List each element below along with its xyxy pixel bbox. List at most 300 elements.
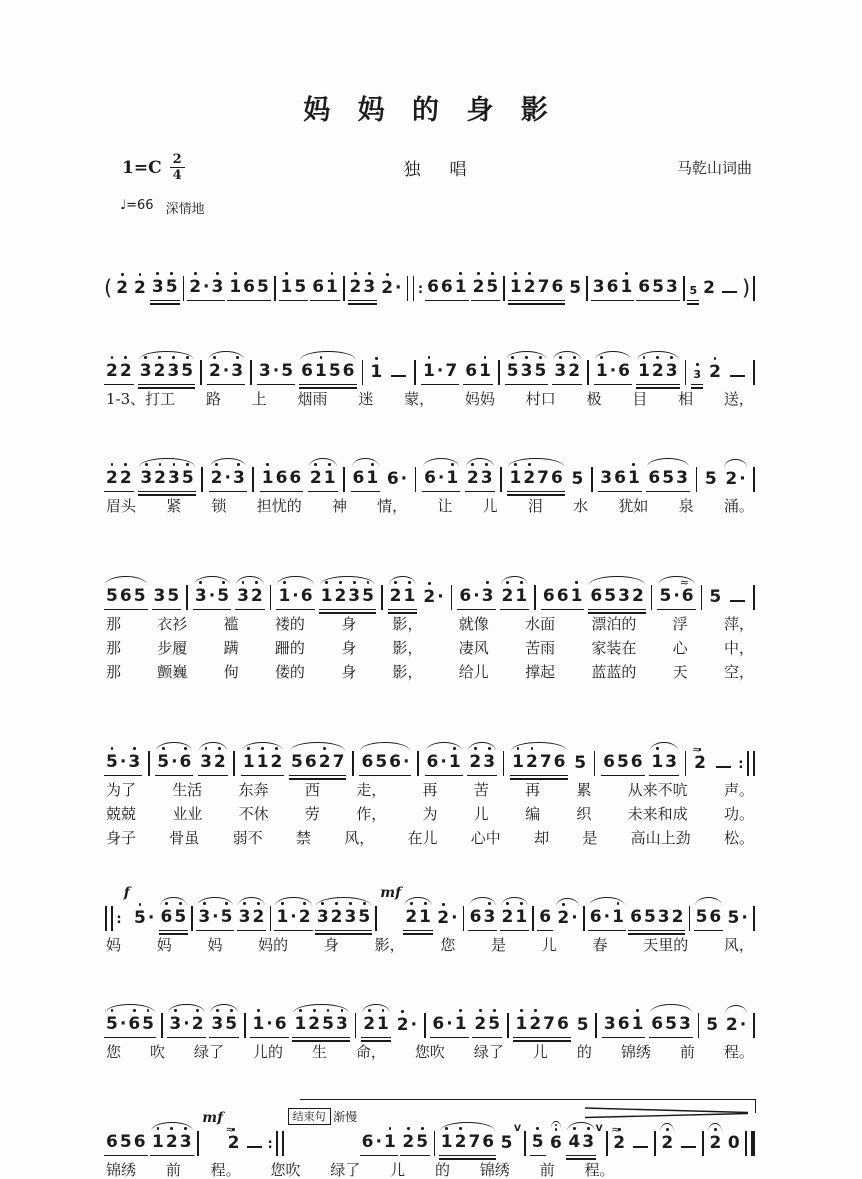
note-group [132, 897, 156, 931]
octave-dot-icon [257, 1009, 260, 1012]
barline [250, 360, 252, 385]
note: 5 [616, 752, 629, 772]
note: 6 [551, 277, 564, 297]
octave-dot-icon [165, 902, 168, 905]
note: 0 [727, 1133, 740, 1153]
note: 1 [277, 587, 291, 606]
note-group [537, 896, 553, 931]
lyric-syllable: 再 [525, 781, 541, 799]
barline [587, 360, 589, 385]
note: 6 [160, 908, 174, 927]
octave-dot-icon [632, 463, 635, 466]
lyric-syllable: 身 [323, 936, 339, 954]
note: 3 [258, 361, 271, 381]
lyric-syllable: 锦绣 [106, 1161, 137, 1179]
octave-dot-icon [234, 272, 237, 275]
note: 2 [725, 469, 738, 489]
system-5 [104, 719, 756, 847]
note: 2 [380, 279, 394, 298]
note-group [104, 1003, 156, 1038]
note: 2 [472, 278, 486, 297]
note-group [628, 896, 685, 931]
note: 7 [445, 361, 458, 381]
dynamic-marking: f [123, 885, 130, 901]
note: 5 [106, 586, 118, 606]
augmentation-dot: · [212, 907, 219, 927]
repeat-dots: : [267, 1137, 273, 1152]
octave-dot-icon [313, 1009, 316, 1012]
breath-mark: V [514, 1124, 521, 1134]
octave-dot-icon [111, 747, 114, 750]
note: 2 [119, 362, 133, 381]
barline [586, 276, 588, 301]
note: 3 [600, 468, 613, 488]
note: 2 [708, 363, 722, 382]
augmentation-dot: · [473, 586, 480, 606]
barline [424, 1013, 426, 1038]
note-group [566, 1121, 596, 1156]
barline [381, 585, 383, 610]
octave-dot-icon [243, 902, 246, 905]
note: 6 [127, 1015, 141, 1034]
note: 5 [500, 1133, 513, 1153]
note: 1 [440, 1133, 454, 1152]
octave-dot-icon [636, 1009, 639, 1012]
note-group [319, 575, 376, 610]
lyric-syllable: 目 [632, 390, 648, 408]
note-group [552, 350, 582, 385]
note: 2 [362, 1015, 376, 1034]
barline [503, 276, 505, 301]
note: 2 [208, 362, 222, 381]
note: 2 [270, 753, 284, 772]
octave-dot-icon [285, 272, 288, 275]
lyric-syllable: 风， [344, 829, 375, 847]
note: 6 [469, 907, 482, 927]
lyric-syllable: 您吹 [414, 1043, 445, 1061]
lyric-syllable: 空， [723, 663, 754, 681]
note: 2 [466, 469, 480, 488]
note: 6 [440, 277, 453, 297]
note: 1 [422, 362, 436, 381]
note: 6 [630, 907, 642, 927]
lyric-syllable: 妈 [156, 936, 172, 954]
note-group [472, 1003, 502, 1038]
lyric-syllable: 萍， [723, 615, 754, 633]
note: 6 [614, 468, 626, 488]
augmentation-dot: · [609, 361, 617, 381]
lyric-syllable: 犹如 [618, 497, 649, 515]
note: 5 [156, 753, 170, 772]
octave-dot-icon [111, 356, 114, 359]
octave-dot-icon [147, 1009, 150, 1012]
lyric-syllable: 却 [534, 829, 550, 847]
note: 2 [396, 1016, 410, 1035]
note-group [289, 741, 346, 776]
lyric-syllable: 让 [437, 497, 453, 515]
note: 6 [304, 752, 317, 772]
octave-dot-icon [479, 1009, 482, 1012]
note-group [114, 267, 130, 301]
octave-dot-icon [170, 272, 173, 275]
note: 5 [361, 587, 375, 606]
barline [594, 751, 596, 776]
lyric-syllable: 走， [356, 781, 387, 799]
note: 1 [261, 469, 275, 488]
note: 5 [167, 586, 180, 606]
note: 3 [238, 908, 252, 927]
octave-dot-icon [321, 902, 324, 905]
note: 2 [188, 278, 202, 297]
octave-dot-icon [451, 463, 454, 466]
lyric-syllable: 涌。 [723, 497, 754, 515]
notes-row [104, 328, 756, 385]
octave-dot-icon [314, 463, 317, 466]
augmentation-dot: · [171, 752, 178, 772]
performance-type: 独 唱 [403, 160, 473, 180]
lyric-syllable: 身 [341, 615, 357, 633]
note: 3 [194, 587, 208, 606]
note-group [468, 896, 498, 931]
note-group [260, 457, 304, 492]
note: 3 [657, 907, 670, 927]
augmentation-dot: · [451, 908, 458, 928]
note: 5 [328, 361, 341, 381]
note-group [457, 575, 495, 610]
augmentation-dot: · [440, 752, 447, 772]
note: 7 [539, 752, 552, 772]
octave-dot-icon [139, 273, 142, 276]
barline [105, 906, 107, 931]
note: 6 [606, 277, 619, 297]
lyric-syllable: 水面 [525, 615, 556, 633]
note-group [513, 1003, 570, 1038]
lyrics-row-3 [104, 830, 756, 847]
note-group [274, 896, 312, 931]
octave-dot-icon [354, 272, 357, 275]
note-group [403, 896, 433, 931]
octave-dot-icon [382, 1009, 385, 1012]
lyric-syllable: 影， [392, 639, 423, 657]
lyric-syllable: 儿 [532, 1043, 548, 1061]
octave-dot-icon [520, 1009, 523, 1012]
lyric-syllable: 送， [723, 390, 754, 408]
note-group [636, 350, 680, 385]
lyric-syllable: 儿的 [252, 1043, 283, 1061]
lyric-syllable: 在儿 [407, 829, 438, 847]
note: 1 [448, 753, 462, 772]
note: 6 [424, 468, 436, 488]
octave-dot-icon [124, 463, 127, 466]
note-group [250, 1003, 288, 1038]
octave-dot-icon [491, 272, 494, 275]
lyric-syllable: 漂泊的 [591, 615, 637, 633]
note: 2 [631, 586, 644, 606]
barline [507, 1013, 509, 1038]
octave-dot-icon [517, 747, 520, 750]
lyric-syllable: 作， [356, 805, 387, 823]
note-group [430, 1003, 468, 1038]
note: 6 [539, 907, 552, 927]
decrescendo-hairpin [585, 1104, 750, 1123]
notes-row [104, 981, 756, 1038]
note: 6 [617, 1014, 630, 1034]
time-signature-numerator: 2 [170, 153, 185, 168]
lyric-syllable: 为 [422, 805, 438, 823]
barline [685, 360, 687, 385]
note: 5 [689, 284, 698, 297]
note-group [703, 458, 719, 492]
octave-dot-icon [528, 463, 531, 466]
lyric-syllable: 家装在 [591, 639, 637, 657]
note: 6 [589, 907, 602, 927]
key-time-signature [122, 153, 284, 182]
lyrics-row-1 [104, 391, 756, 408]
note-group [421, 350, 459, 385]
lyric-syllable: 不休 [238, 805, 269, 823]
lyric-syllable: 偻的 [274, 663, 305, 681]
lyric-syllable: 那 [106, 615, 122, 633]
note: 3 [139, 469, 153, 488]
note: 3 [153, 586, 166, 606]
note: 3 [127, 753, 141, 772]
note-group [299, 350, 356, 385]
octave-dot-icon [445, 1127, 448, 1130]
note: 6 [603, 752, 615, 772]
note-group [530, 1121, 546, 1156]
barline [651, 585, 653, 610]
lyric-syllable: 声。 [723, 781, 754, 799]
octave-dot-icon [205, 747, 208, 750]
augmentation-dot: · [395, 278, 402, 298]
note: 3 [167, 469, 181, 488]
note: 1 [511, 753, 525, 772]
note-group [104, 575, 148, 610]
note: 2 [501, 587, 515, 606]
note-group [724, 1004, 748, 1038]
octave-dot-icon [485, 463, 488, 466]
octave-dot-icon [225, 902, 228, 905]
note: 1 [383, 1133, 397, 1152]
note: 2 [298, 908, 312, 927]
note-group [465, 457, 495, 492]
octave-dot-icon [506, 581, 509, 584]
octave-dot-icon [216, 1009, 219, 1012]
lyric-syllable: 给儿 [458, 663, 489, 681]
octave-dot-icon [341, 1009, 344, 1012]
notes-row [104, 435, 756, 492]
lyric-syllable: 儿 [473, 805, 489, 823]
note: 1 [369, 363, 383, 382]
note: 5 [704, 469, 717, 489]
note-group [422, 457, 460, 492]
barline [753, 1013, 755, 1038]
note: 6 [389, 752, 401, 772]
octave-dot-icon [442, 903, 445, 906]
note: 1 [293, 1015, 307, 1034]
lyric-syllable: 儿 [482, 497, 498, 515]
note-group [400, 1121, 430, 1156]
octave-dot-icon [303, 902, 306, 905]
note-group [241, 741, 285, 776]
barline [413, 276, 415, 301]
note-group [385, 458, 409, 492]
barline [532, 906, 534, 931]
octave-dot-icon [459, 1009, 462, 1012]
note: 6 [133, 1132, 146, 1152]
octave-dot-icon [486, 581, 489, 584]
augmentation-dot: · [410, 1015, 418, 1035]
note: 3 [168, 1015, 182, 1034]
note: 2 [318, 753, 332, 772]
note: 1 [256, 753, 270, 772]
barline [274, 276, 276, 301]
note: 1 [365, 469, 379, 488]
note: 3 [230, 362, 244, 381]
lyric-syllable: 您吹 [270, 1161, 301, 1179]
octave-dot-icon [196, 1009, 199, 1012]
note-group [152, 575, 182, 610]
lyric-syllable: 锦绣 [479, 1161, 510, 1179]
note: 5 [574, 753, 587, 773]
octave-dot-icon [401, 1010, 404, 1013]
note: 1 [627, 469, 641, 488]
octave-dot-icon [514, 463, 517, 466]
octave-dot-icon [218, 747, 221, 750]
note: 2 [115, 279, 129, 298]
note: 2 [105, 469, 119, 488]
barline [352, 751, 354, 776]
lyric-syllable: 那 [106, 663, 122, 681]
note: 2 [401, 1133, 415, 1152]
note: 7 [537, 277, 550, 297]
lyrics-row-3 [104, 664, 756, 681]
note: 1 [251, 1015, 265, 1034]
note-group [575, 1004, 591, 1038]
note-group [694, 896, 724, 931]
repeat-dots: : [417, 282, 424, 297]
lyric-syllable: 绿了 [473, 1043, 504, 1061]
note: 1 [280, 278, 294, 297]
octave-dot-icon [328, 463, 331, 466]
note: 5 [375, 752, 388, 772]
trill-icon: ≈ [225, 1123, 234, 1136]
note: 3 [236, 587, 250, 606]
octave-dot-icon [643, 356, 646, 359]
note: 2 [250, 587, 264, 606]
note: 2 [422, 588, 436, 607]
octave-dot-icon [331, 272, 334, 275]
note-group [725, 897, 749, 931]
lyric-syllable: 上 [251, 390, 267, 408]
octave-dot-icon [394, 581, 397, 584]
time-signature [170, 153, 185, 182]
note: 7 [543, 1014, 555, 1034]
barline [753, 906, 755, 931]
note: 6 [549, 1134, 563, 1153]
octave-dot-icon [299, 1009, 302, 1012]
note: 5 [173, 908, 187, 927]
note: 3 [692, 368, 702, 381]
barline [696, 467, 698, 492]
note: 3 [603, 1014, 616, 1034]
note: 2 [454, 1133, 468, 1152]
lyrics-row-2 [104, 806, 756, 823]
duration-dash [247, 1146, 262, 1148]
duration-dash [391, 375, 406, 377]
octave-dot-icon [363, 902, 366, 905]
note: 4 [567, 1133, 581, 1152]
note-group [279, 266, 309, 301]
note: 5 [652, 277, 664, 297]
octave-dot-icon [124, 356, 127, 359]
note: 1 [508, 469, 522, 488]
augmentation-dot: · [119, 752, 127, 772]
duration-dash [716, 766, 731, 768]
lyric-syllable: 妈妈 [464, 390, 495, 408]
note: 3 [344, 908, 358, 927]
note-group [588, 896, 626, 931]
note-group [594, 350, 632, 385]
note: 5 [576, 1015, 589, 1035]
lyric-syllable: 泪 [527, 497, 543, 515]
lyrics-row-1 [104, 616, 756, 633]
repeat-end [268, 1131, 286, 1156]
lyric-syllable: 生 [311, 1043, 327, 1061]
lyric-syllable: 从来不吭 [627, 781, 688, 799]
lyric-syllable: 禁 [295, 829, 311, 847]
note: 2 [708, 1134, 722, 1153]
note: 6 [179, 753, 193, 772]
note: 5 [257, 277, 269, 297]
note-group [567, 267, 583, 301]
lyric-syllable: 衣衫 [157, 615, 188, 633]
note: 2 [567, 362, 581, 381]
barline [451, 585, 453, 610]
note-group [276, 575, 314, 610]
lyric-syllable: 锦绣 [620, 1043, 651, 1061]
barline [186, 585, 188, 610]
lyric-syllable: 中， [723, 639, 754, 657]
note-group [435, 897, 459, 931]
barline [595, 1013, 597, 1038]
note: 3 [481, 587, 495, 606]
duration-dash [681, 1146, 696, 1148]
lyric-syllable: 生活 [172, 781, 203, 799]
octave-dot-icon [459, 1127, 462, 1130]
lyric-syllable: 身 [341, 639, 357, 657]
octave-dot-icon [368, 272, 371, 275]
note-group [636, 266, 680, 301]
barline [197, 1131, 199, 1156]
note: 3 [347, 587, 361, 606]
note-group [649, 741, 679, 776]
octave-dot-icon [121, 273, 124, 276]
note-group [257, 350, 295, 385]
barline [414, 360, 416, 385]
octave-dot-icon [625, 272, 628, 275]
note: 5 [662, 468, 675, 488]
augmentation-dot: · [290, 907, 297, 927]
note: 2 [105, 362, 119, 381]
note: 2 [333, 587, 347, 606]
tempo-marking: ♩=66 [120, 198, 154, 213]
note: 3 [151, 278, 165, 297]
lyric-syllable: 那 [106, 639, 122, 657]
repeat-end [738, 751, 756, 776]
lyrics-row-1 [104, 1162, 617, 1179]
note: 6 [556, 586, 569, 606]
